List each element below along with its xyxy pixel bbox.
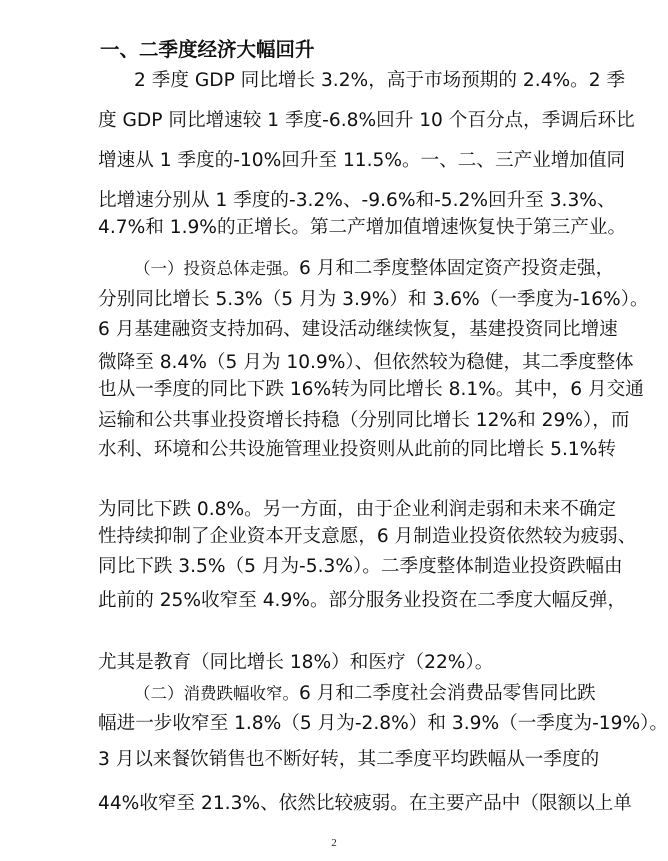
subsection-lead: （一）投资总体走强。: [134, 259, 299, 278]
paragraph-line: 增速从 1 季度的-10%回升至 11.5%。一、二、三产业增加值同: [98, 150, 626, 171]
page-number: 2: [331, 837, 337, 849]
paragraph-line: [134, 257, 615, 281]
paragraph-line: 尤其是教育（同比增长 18%）和医疗（22%）。: [98, 652, 494, 673]
paragraph-line: 为同比下跌 0.8%。另一方面，由于企业利润走弱和未来不确定: [98, 499, 616, 520]
paragraph-line: 也从一季度的同比下跌 16%转为同比增长 8.1%。其中，6 月交通: [98, 379, 644, 400]
paragraph-line: [134, 682, 596, 706]
paragraph-text: 6 月和二季度社会消费品零售同比跌: [299, 683, 596, 704]
paragraph-line: 运输和公共事业投资增长持稳（分别同比增长 12%和 29%），而: [98, 410, 630, 431]
paragraph-line: 微降至 8.4%（5 月为 10.9%）、但依然较为稳健，其二季度整体: [98, 352, 634, 373]
paragraph-line: 此前的 25%收窄至 4.9%。部分服务业投资在二季度大幅反弹，: [98, 590, 627, 611]
paragraph-line: 性持续抑制了企业资本开支意愿，6 月制造业投资依然较为疲弱、: [98, 526, 637, 547]
subsection-lead: （二）消费跌幅收窄。: [134, 684, 299, 703]
paragraph-line: 幅进一步收窄至 1.8%（5 月为-2.8%）和 3.9%（一季度为-19%）。: [98, 713, 668, 734]
paragraph-line: 4.7%和 1.9%的正增长。第二产增加值增速恢复快于第三产业。: [98, 217, 627, 238]
paragraph-line: 分别同比增长 5.3%（5 月为 3.9%）和 3.6%（一季度为-16%）。: [98, 289, 649, 310]
paragraph-line: 比增速分别从 1 季度的-3.2%、-9.6%和-5.2%回升至 3.3%、: [98, 190, 616, 211]
paragraph-line: 度 GDP 同比增速较 1 季度-6.8%回升 10 个百分点，季调后环比: [98, 110, 635, 131]
paragraph-line: 44%收窄至 21.3%、依然比较疲弱。在主要产品中（限额以上单: [98, 793, 632, 814]
paragraph-line: 6 月基建融资支持加码、建设活动继续恢复，基建投资同比增速: [98, 319, 618, 340]
paragraph-line: 水利、环境和公共设施管理业投资则从此前的同比增长 5.1%转: [98, 439, 616, 460]
paragraph-line: 2 季度 GDP 同比增长 3.2%，高于市场预期的 2.4%。2 季: [134, 70, 626, 91]
paragraph-line: 3 月以来餐饮销售也不断好转，其二季度平均跌幅从一季度的: [98, 749, 600, 770]
paragraph-text: 6 月和二季度整体固定资产投资走强，: [299, 258, 615, 279]
section-heading: 一、二季度经济大幅回升: [100, 38, 315, 61]
paragraph-line: 同比下跌 3.5%（5 月为-5.3%）。二季度整体制造业投资跌幅由: [98, 556, 623, 577]
